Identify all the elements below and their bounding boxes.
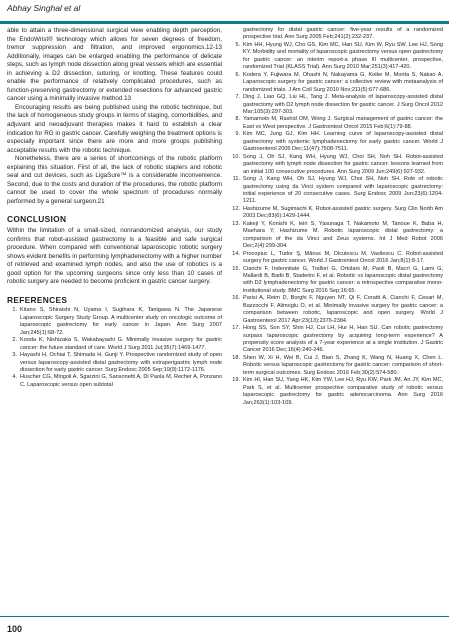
reference-text: Procopiuc L, Tudor Ş, Mănuc M, Diculescu M, Vasilescu C. Robot-assisted surgery for gastric cancer. World J Gastrointest Oncol 2016 Jan;8(1):8-17. bbox=[243, 250, 443, 265]
reference-number: 1. bbox=[12, 307, 17, 314]
reference-text: Yamamoto M, Rashid OM, Wong J. Surgical management of gastric cancer: the East vs West perspective. J Gastrointest Oncol 2015 Feb;6(1):79-88. bbox=[243, 116, 443, 130]
reference-item bbox=[7, 374, 222, 389]
reference-number: 9. bbox=[235, 131, 240, 138]
reference-number: 18. bbox=[232, 354, 240, 361]
reference-item bbox=[230, 325, 443, 355]
conclusion-heading: CONCLUSION bbox=[7, 214, 67, 225]
reference-text: Kooda K, Nishizaka S, Wakabayashi G. Minimally invasive surgery for gastric cancer: the future standard of care. World J Surg 2011 Jul;35(7):1469-1477. bbox=[20, 337, 222, 351]
reference-number: 17. bbox=[232, 325, 240, 332]
body-paragraph: Encouraging results are being published using the robotic technique, but the lack of homogeneous study groups in terms of staging, comorbidities, and adjuvant and neoadjuvant therapies makes it hard to establish a clear indication for RG in gastric cancer. Carefully weighing the treatment options is especially important since there are more and more groups publishing acceptable results with the robotic technique. bbox=[7, 103, 222, 154]
reference-item bbox=[230, 154, 443, 176]
reference-text: Song J, Kang WH, Oh SJ, Hyung WJ, Choi SH, Noh SH. Role of robotic gastrectomy using da Vinci system compared with laparoscopic gastrectomy: initial experience of 20 consecutive cases. Surg Endosc 2009 Jun;23(6):1204-1211. bbox=[243, 176, 443, 205]
reference-item bbox=[230, 176, 443, 206]
reference-item bbox=[7, 352, 222, 374]
reference-item bbox=[230, 94, 443, 116]
reference-item bbox=[230, 377, 443, 407]
reference-item bbox=[230, 295, 443, 325]
reference-number: 8. bbox=[235, 116, 240, 123]
reference-number: 13. bbox=[232, 220, 240, 227]
reference-number: 3. bbox=[12, 352, 17, 359]
reference-continuation bbox=[230, 27, 443, 42]
reference-item bbox=[230, 116, 443, 131]
footer-rule bbox=[0, 616, 449, 617]
reference-text: Hashizume M, Sugimachi K. Robot-assisted gastric surgery. Surg Clin North Am 2003 Dec;83(6):1429-1444. bbox=[243, 205, 443, 220]
reference-text: Shen W, Xi H, Wei B, Cui J, Bian S, Zhang K, Wang N, Huang X, Chen L. Robotic versus laparoscopic gastrectomy for gastric cancer: comparison of short-term surgical outcomes. Surg Endosc 2016 Feb;30(2):574-580. bbox=[243, 354, 443, 376]
left-column bbox=[7, 27, 222, 389]
reference-list-continued bbox=[230, 27, 443, 407]
reference-item bbox=[230, 266, 443, 296]
reference-number: 11. bbox=[232, 176, 240, 183]
reference-number: 16. bbox=[232, 295, 240, 302]
reference-number: 12. bbox=[232, 205, 240, 212]
reference-number: 5. bbox=[235, 41, 240, 48]
reference-text: Hayashi H, Ochiai T, Shimada H, Gunji Y. Prospective randomized study of open versus laparoscopy-assisted distal gastrectomy with extraperigastric lymph node dissection for early gastric cancer. Surg Endosc 2005 Sep;19(9):1172-1176. bbox=[20, 352, 222, 374]
reference-text: Huscher CG, Mingoli A, Sgarzini G, Sansonetti A, Di Paola M, Recher A, Ponzano C. Laparoscopic versus open subtotal bbox=[20, 374, 222, 388]
reference-text: Song J, Oh SJ, Kang WH, Hyung WJ, Choi SH, Noh SH. Robot-assisted gastrectomy with lymph node dissection for gastric cancer: lessons learned from an initial 100 consecutive procedures. Ann Surg 2009 Jun;249(6):927-932. bbox=[243, 153, 443, 175]
reference-number: 2. bbox=[12, 337, 17, 344]
running-header bbox=[7, 3, 442, 19]
reference-item bbox=[230, 42, 443, 72]
references-heading: REFERENCES bbox=[7, 294, 68, 305]
reference-item bbox=[230, 251, 443, 266]
reference-item bbox=[7, 337, 222, 352]
reference-text: Parisi A, Reim D, Borghi F, Nguyen NT, Qi F, Coratti A, Cianchi F, Cesari M, Bazzocchi F, Alimoglu O, et al. Minimally invasive surgery for gastric cancer: a comparison between robotic, laparoscopic and open surgery. World J Gastroenterol 2017 Apr;23(13):2376-2384. bbox=[243, 295, 443, 324]
reference-text: Kakeji Y, Konishi K, Ieiri S, Yasunaga T, Nakamoto M, Tanoue K, Baba H, Maehara Y, Hashizume M. Robotic laparoscopic distal gastrectomy: a comparison of the da Vinci and Zeus systems. Int J Med Robot 2006 Dec;2(4):299-304. bbox=[243, 220, 443, 250]
reference-list bbox=[7, 307, 222, 389]
page-number: 100 bbox=[7, 624, 23, 634]
reference-number: 15. bbox=[232, 265, 240, 272]
reference-item bbox=[230, 72, 443, 94]
reference-text: Kim HH, Hyung WJ, Cho GS, Kim MC, Han SU, Kim W, Ryu SW, Lee HJ, Song KY. Morbidity and mortality of laparoscopic gastrectomy versus open gastrectomy for gastric cancer: an interim report-a phase III multicenter, prospective, randomized Trial (KLASS Trial). Ann Surg 2010 Mar;251(3):417-420. bbox=[243, 41, 443, 71]
body-paragraph: Nonetheless, there are a series of shortcomings of the robotic platform explaining this situation. First of all, the lack of robotic staplers and robotic seal and cut devices, such as LigaSure™ is a considerable inconvenience. Second, due to the costs and duration of the procedures, the robotic platform cannot be used to cover the whole spectrum of procedures normally performed by a general surgeon.21 bbox=[7, 155, 222, 205]
reference-text: Kim MC, Jung GJ, Kim HH. Learning curve of laparoscopy-assisted distal gastrectomy with systemic lymphadenectomy for early gastric cancer. World J Gastroenterol 2005 Dec;11(47):7508-7511. bbox=[243, 131, 443, 153]
reference-text: Cianchi F, Indennitate G, Trallori G, Ortolani M, Paoli B, Macrì G, Lami G, Mallardi B, Badii B, Staderini F, et al. Robotic vs laparoscopic distal gastrectomy with D2 lymphadenectomy for gastric cancer: a retrospective comparative mono-institutional study. BMC Surg 2016 Sep;16:65. bbox=[243, 265, 443, 294]
reference-number: 10. bbox=[232, 153, 240, 160]
header-rule bbox=[0, 21, 449, 24]
reference-item bbox=[230, 355, 443, 377]
reference-text: Kitano S, Shiraishi N, Uyama I, Sugihara K, Tanigawa N. The Japanese Laparoscopic Surgery Study Group. A multicenter study on oncologic outcome of laparoscopic gastrectomy for early cancer in Japan. Ann Surg 2007 Jan;245(1):68-72. bbox=[20, 307, 222, 336]
reference-item bbox=[230, 206, 443, 221]
right-column bbox=[230, 27, 443, 407]
body-paragraph: able to attain a three-dimensional surgical view enabling depth perception, the EndoWrist® technology which allows for seven degrees of freedom, tremor suppression and filtration, and improved ergonomics.12-13 Additionally, images can be enlarged enabling the performance of delicate steps, such as lymph node dissection along great vessels which are essential in achieving a D2 dissection, suturing, or knotting. These features could enable the performance of relatively complicated procedures, such as function-preserving gastrectomy or extended resections for advanced gastric cancer using a minimally invasive method.13 bbox=[7, 27, 222, 103]
reference-item bbox=[230, 221, 443, 251]
reference-number: 6. bbox=[235, 71, 240, 78]
reference-item bbox=[7, 307, 222, 337]
reference-text: Hong SS, Son SY, Shin HJ, Cui LH, Hur H, Han SU. Can robotic gastrectomy surpass laparoscopic gastrectomy by acquiring long-term experience? A propensity score analysis of a 7-year experience at a single institution. J Gastric Cancer 2016 Dec;16(4):240-246. bbox=[243, 325, 443, 354]
reference-number: 7. bbox=[235, 94, 240, 101]
reference-number: 19. bbox=[232, 377, 240, 384]
reference-number: 14. bbox=[232, 250, 240, 257]
running-title: Abhay Singhal et al bbox=[7, 3, 81, 13]
reference-text: gastrectomy for distal gastric cancer: five-year results of a randomized prospective trial. Ann Surg 2005 Feb;241(2):232-237. bbox=[243, 27, 443, 41]
reference-number: 4. bbox=[12, 374, 17, 381]
reference-item bbox=[230, 131, 443, 153]
reference-text: Kim HI, Han SU, Yang HK, Kim YW, Lee HJ, Ryu KW, Park JM, An JY, Kim MC, Park S, et al. Multicenter prospective comparative study of robotic versus laparoscopic gastrectomy for gastric adenocarcinoma. Ann Surg 2016 Jan;263(1):103-109. bbox=[243, 377, 443, 406]
reference-text: Kodera Y, Fujiwara M, Ohashi N, Nakayama G, Koike M, Morita S, Nakao A. Laparoscopic surgery for gastric cancer: a collective review with metaanalysis of randomized trials. J Am Coll Surg 2010 Nov;211(5):677-686. bbox=[243, 71, 443, 93]
conclusion-paragraph: Within the limitation of a small-sized, nonrandomized analysis, our study confirms that robot-assisted gastrectomy is a feasible and safe surgical procedure. When compared with conventional laparoscopic robotic surgery shows evident benefits in performing lymphadenectomy with a higher number of retrieved and examined lymph nodes, and also the use of robotics is a good option for the upcoming surgeons since only less than 10 cases of robotic surgery are needed to become proficient in gastric cancer surgery. bbox=[7, 227, 222, 286]
reference-text: Ding J, Liao GQ, Liu HL, Tang J. Meta-analysis of laparoscopy-assisted distal gastrectomy with D2 lymph node dissection for gastric cancer. J Surg Oncol 2012 Mar;105(3):297-303. bbox=[243, 94, 443, 115]
